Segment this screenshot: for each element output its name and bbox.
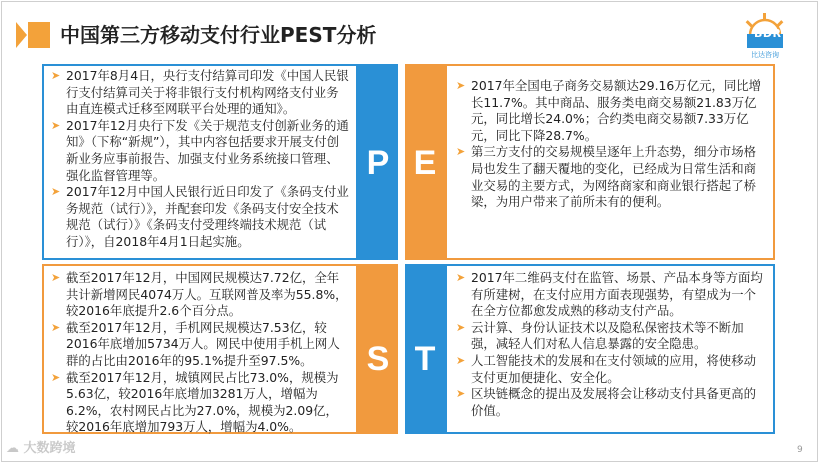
e-letter: E	[413, 144, 437, 182]
list-item	[50, 270, 350, 320]
list-item	[455, 353, 767, 386]
economic-box	[445, 64, 775, 260]
political-item-text: 2017年12月中国人民银行近日印发了《条码支付业务规范（试行）》，并配套印发《条码支付安全技术规范（试行）》《条码支付受理终端技术规范（试行）》，自2018年4月1日起实施。	[66, 184, 349, 249]
arrow-bullet-icon: ➤	[456, 145, 466, 159]
political-item-text: 2017年12月央行下发《关于规范支付创新业务的通知》（下称“新规”），其中内容包括要求开展支付创新业务应事前报告、加强支付业务系统接口管理、强化监督管理等。	[66, 117, 349, 183]
arrow-bullet-icon: ➤	[51, 370, 61, 384]
social-item-text: 截至2017年12月，中国网民规模达7.72亿，全年共计新增网民4074万人。互联网普及率为55.8%，较2016年底提升2.6个百分点。	[66, 270, 348, 319]
list-item	[50, 184, 350, 250]
arrow-bullet-icon: ➤	[51, 185, 61, 199]
watermark-text: 大数跨境	[23, 441, 76, 456]
p-letter: P	[366, 144, 390, 182]
logo-text: BDR	[754, 27, 782, 40]
list-item	[455, 78, 767, 144]
t-letter: T	[414, 340, 436, 378]
watermark-icon: ☁	[6, 441, 19, 456]
arrow-bullet-icon: ➤	[51, 69, 61, 82]
technological-box	[445, 264, 775, 434]
arrow-bullet-icon: ➤	[456, 387, 466, 401]
technological-item-text: 2017年二维码支付在监管、场景、产品本身等方面均有所建树，在支付应用方面表现强势，有望成为一个在全方位都愈发成熟的移动支付产品。	[471, 270, 763, 319]
arrow-bullet-icon: ➤	[51, 320, 61, 334]
page-number: 9	[797, 445, 803, 455]
list-item	[455, 386, 767, 419]
political-box	[42, 64, 358, 260]
list-item	[50, 68, 350, 118]
list-item	[455, 320, 767, 353]
arrow-bullet-icon: ➤	[456, 353, 466, 367]
s-letter: S	[366, 340, 390, 378]
economic-item-text: 2017年全国电子商务交易额达29.16万亿元，同比增长11.7%。其中商品、服务类电商交易额21.83万亿元，同比增长24.0%；合约类电商交易额7.33万亿元，同比下降28.7%。	[471, 78, 762, 143]
list-item	[455, 270, 767, 320]
social-item-text: 截至2017年12月，城镇网民占比73.0%，规模为5.63亿，较2016年底增加3281万人，增幅为6.2%，农村网民占比为27.0%，规模为2.09亿，较2016年底增加793万人，增幅为4.0%。	[66, 369, 339, 435]
arrow-bullet-icon: ➤	[456, 271, 466, 284]
watermark-logo	[6, 437, 76, 456]
technological-item-text: 区块链概念的提出及发展将会让移动支付具备更高的价值。	[471, 386, 756, 418]
list-item	[50, 118, 350, 184]
social-box	[42, 264, 358, 434]
technological-item-text: 云计算、身份认证技术以及隐私保密技术等不断加强，减轻人们对私人信息暴露的安全隐患。	[471, 319, 744, 352]
list-item	[50, 320, 350, 370]
list-item	[455, 144, 767, 210]
political-item-text: 2017年8月4日，央行支付结算司印发《中国人民银行支付结算司关于将非银行支付机构网络支付业务由直连模式迁移至网联平台处理的通知》。	[66, 68, 349, 117]
list-item	[50, 370, 350, 436]
arrow-bullet-icon: ➤	[51, 118, 61, 132]
social-item-text: 截至2017年12月，手机网民规模达7.53亿，较2016年底增加5734万人。网民中使用手机上网人群的占比由2016年的95.1%提升至97.5%。	[66, 319, 340, 368]
page-title: 中国第三方移动支付行业PEST分析	[60, 23, 377, 47]
arrow-bullet-icon: ➤	[456, 320, 466, 334]
technological-item-text: 人工智能技术的发展和在支付领域的应用，将使移动支付更加便捷化、安全化。	[471, 352, 756, 385]
economic-item-text: 第三方支付的交易规模呈逐年上升态势，细分市场格局也发生了翻天覆地的变化，已经成为日常生活和商业交易的主要方式，为网络商家和商业银行搭起了桥梁，为用户带来了前所未有的便利。	[471, 144, 756, 210]
arrow-bullet-icon: ➤	[51, 271, 61, 284]
logo-subtext: 比达咨询	[751, 51, 779, 59]
arrow-bullet-icon: ➤	[456, 79, 466, 92]
